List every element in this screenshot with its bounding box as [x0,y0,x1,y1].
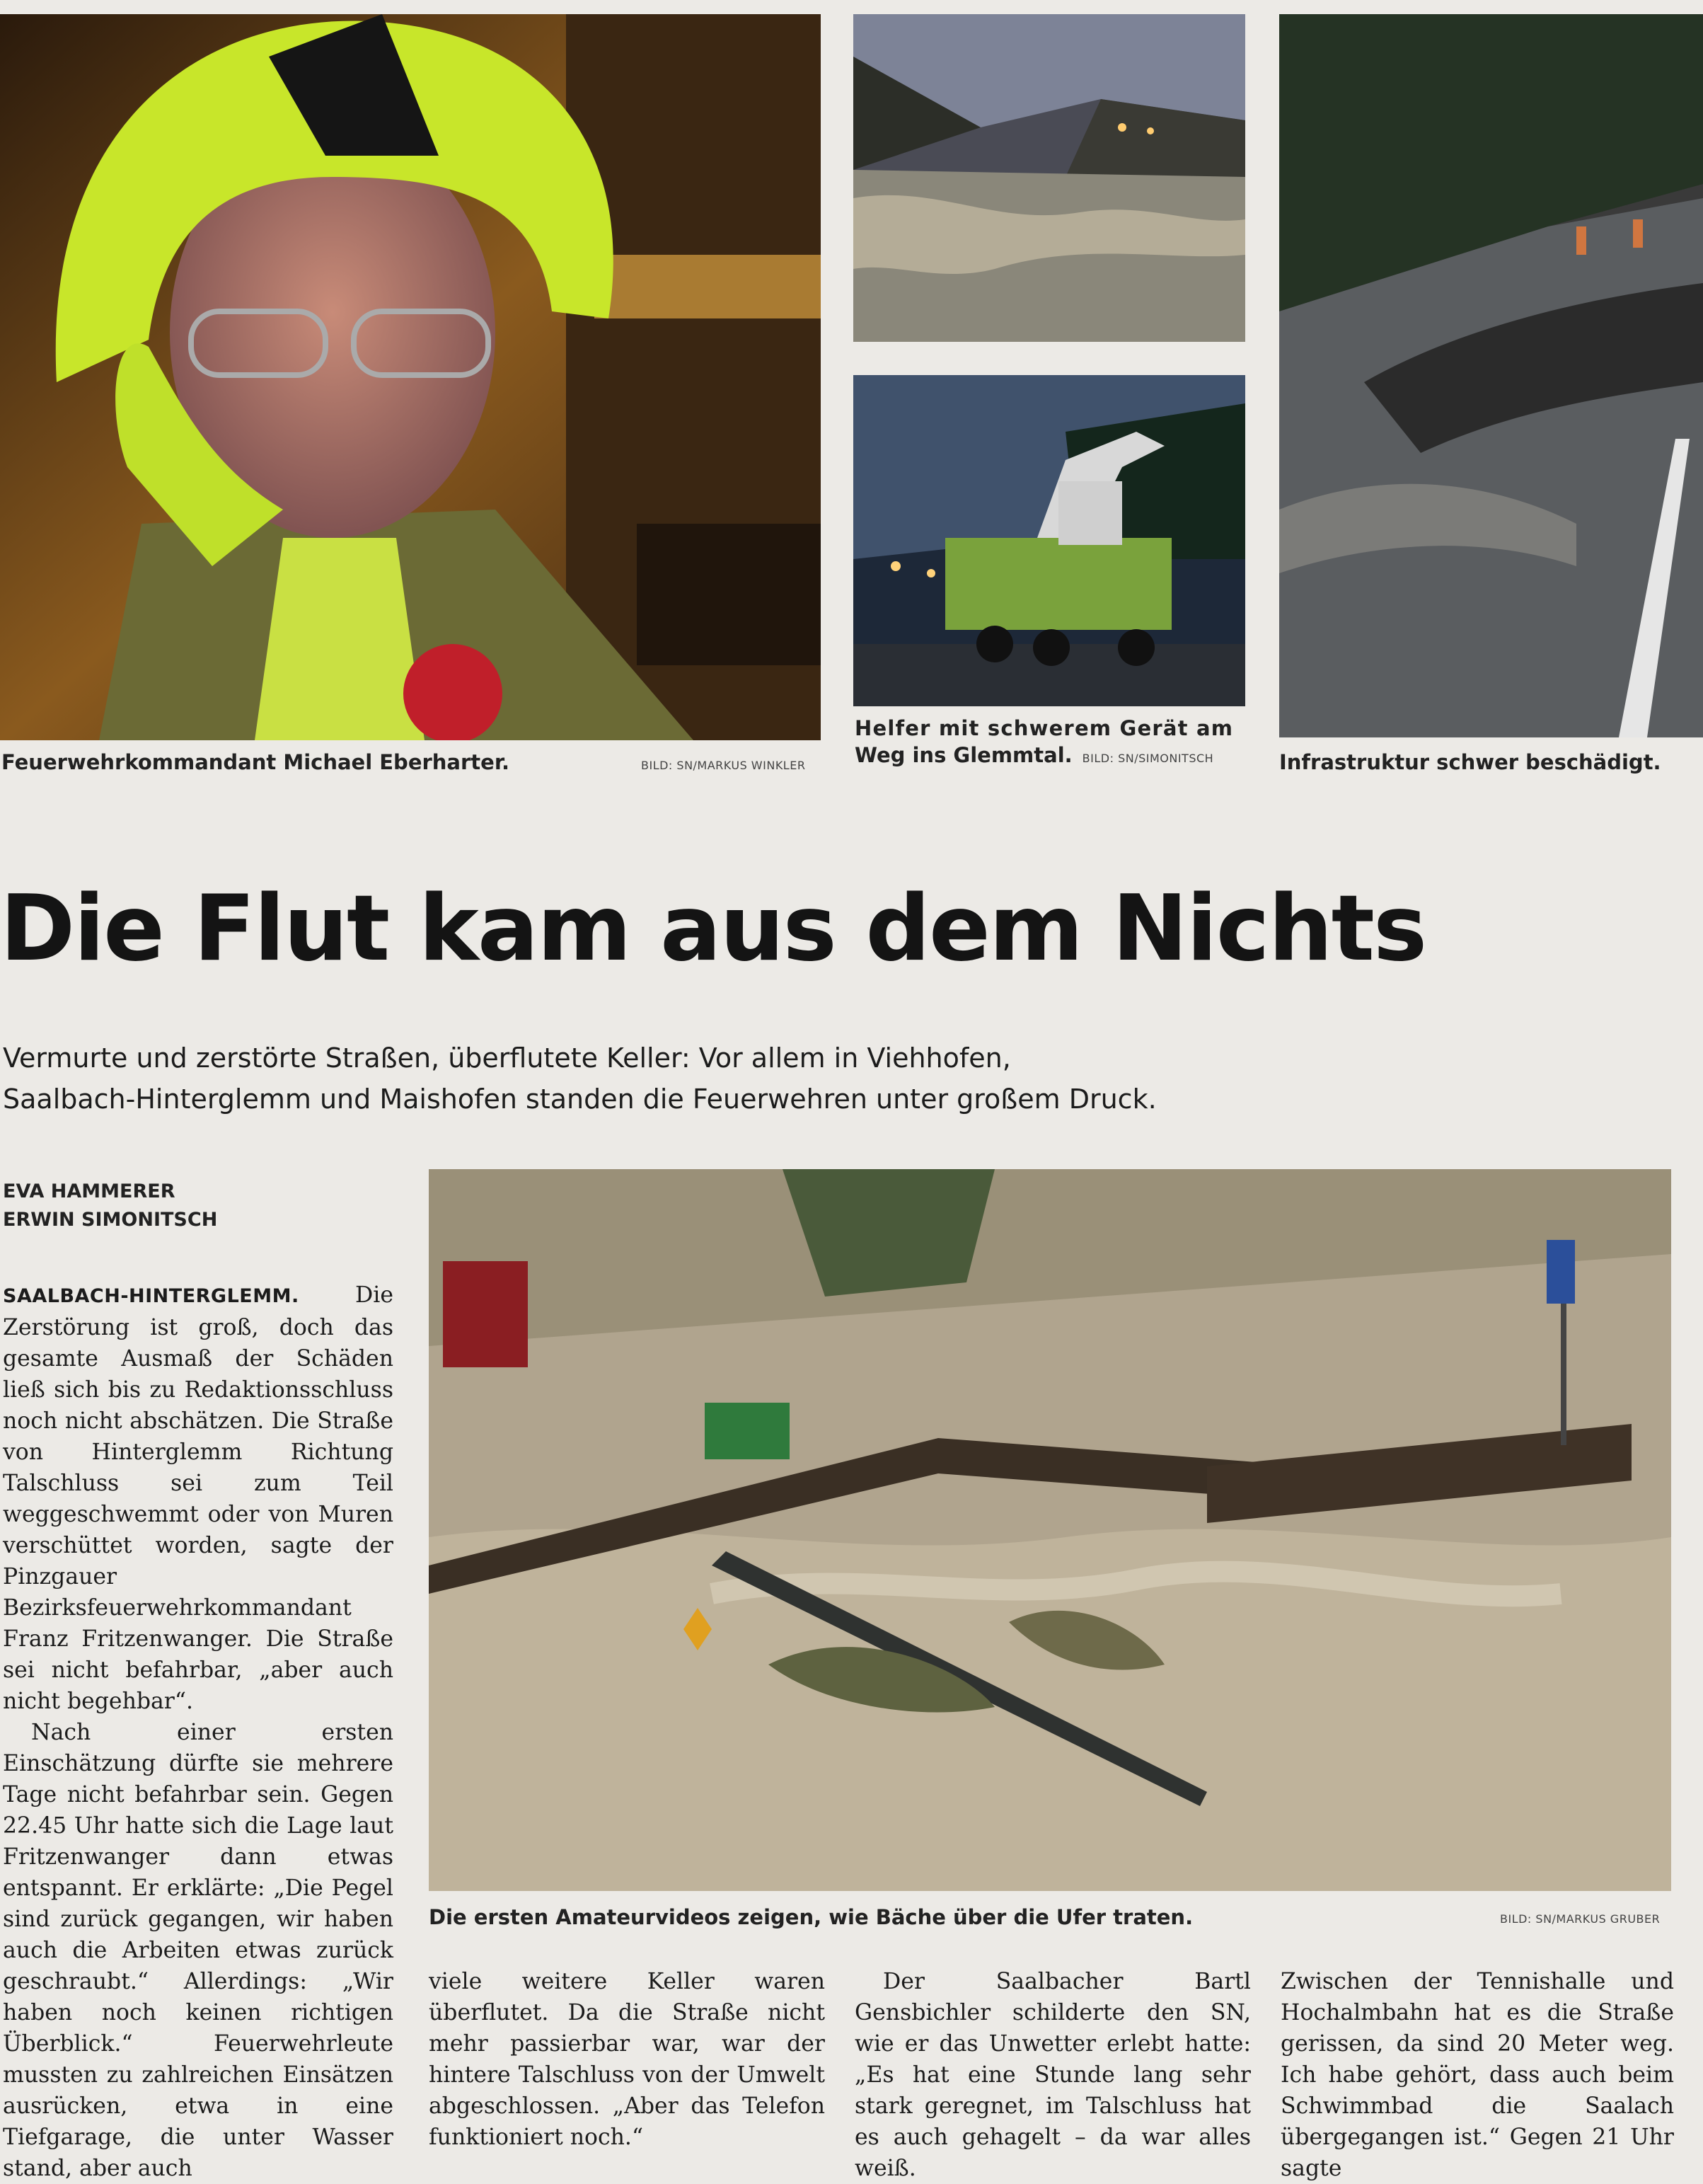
dateline: SAALBACH-HINTERGLEMM. [3,1285,299,1307]
flood-main-photo [429,1169,1671,1891]
column-1 [3,1280,393,2184]
firefighter-caption: Feuerwehrkommandant Michael Eberharter. [1,750,510,774]
excavator-credit: BILD: SN/SIMONITSCH [1082,752,1214,765]
road-caption: Infrastruktur schwer beschädigt. [1279,750,1661,774]
damaged-road-photo [1279,14,1703,737]
authors [3,1178,217,1234]
article-subhead: Vermurte und zerstörte Straßen, überflutete Keller: Vor allem in Viehhofen, Saalbach-Hinterglemm und Maishofen standen die Feuerwehren unter großem Druck. [3,1042,1157,1115]
flood-credit: BILD: SN/MARKUS GRUBER [1500,1912,1661,1926]
column-3: Der Saalbacher Bartl Gensbichler schilderte den SN, wie er das Unwetter erlebt hatte: „Es hat eine Stunde lang sehr stark geregnet, im Talschluss hat es auch gehagelt – da war alles weiß. [855,1969,1251,2181]
column-2: viele weitere Keller waren überflutet. Da die Straße nicht mehr passierbar war, war der hintere Talschluss von der Umwelt abgeschlossen. „Aber das Telefon funktioniert noch.“ [429,1969,825,2150]
excavator-caption: Helfer mit schwerem Gerät am Weg ins Glemmtal. BILD: SN/SIMONITSCH [855,716,1234,767]
flood-caption: Die ersten Amateurvideos zeigen, wie Bäche über die Ufer traten. [429,1905,1194,1929]
firefighter-photo [0,14,821,740]
col1-paragraph-2: Nach einer ersten Einschätzung dürfte sie mehrere Tage nicht befahrbar sein. Gegen 22.45 Uhr hatte sich die Lage laut Fritzenwanger dann etwas entspannt. Er erklärte: „Die Pegel sind zurück gegangen, wir haben auch die Arbeiten etwas zurück geschraubt.“ Allerdings: „Wir haben noch keinen richtigen Überblick.“ Feuerwehrleute mussten zu zahlreichen Einsätzen ausrücken, etwa in eine Tiefgarage, die unter Wasser stand, aber auch [3,1720,393,2181]
col1-paragraph-1: Die Zerstörung ist groß, doch das gesamte Ausmaß der Schäden ließ sich bis zu Redaktionsschluss noch nicht abschätzen. Die Straße von Hinterglemm Richtung Talschluss sei zum Teil weggeschwemmt oder von Muren verschüttet worden, sagte der Pinzgauer Bezirksfeuerwehrkommandant Franz Fritzenwanger. Die Straße sei nicht befahrbar, „aber auch nicht begehbar“. [3,1282,393,1714]
excavator-photo [853,375,1245,706]
firefighter-credit: BILD: SN/MARKUS WINKLER [641,759,806,772]
author-2: ERWIN SIMONITSCH [3,1209,218,1231]
article-headline: Die Flut kam aus dem Nichts [0,876,1426,982]
column-4: Zwischen der Tennishalle und Hochalmbahn hat es die Straße gerissen, da sind 20 Meter weg. Ich habe gehört, dass auch beim Schwimmbad die Saalach übergegangen ist.“ Gegen 21 Uhr sagte [1281,1969,1674,2181]
valley-flood-photo [853,14,1245,342]
author-1: EVA HAMMERER [3,1180,175,1202]
